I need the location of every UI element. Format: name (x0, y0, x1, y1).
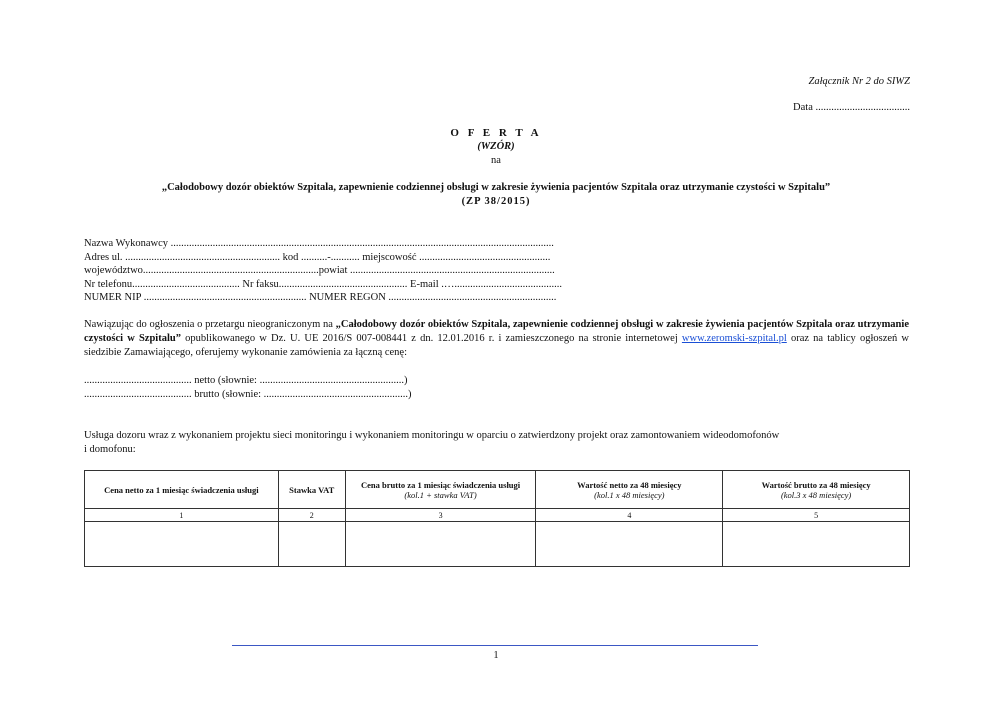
footer-divider (232, 645, 758, 646)
header-title: Stawka VAT (289, 484, 335, 495)
column-number-row (85, 509, 910, 522)
intro-suffix: oraz na tablicy ogłoszeń w siedzibie Zamawiającego, oferujemy wykonanie zamówienia za łączną cenę: (84, 333, 909, 358)
table-header-row (85, 471, 910, 509)
header-note: (kol.1 + stawka VAT) (404, 489, 477, 500)
intro-subject: „Całodobowy dozór obiektów Szpitala, zapewnienie codziennej obsługi w zakresie żywienia pacjentów Szpitala oraz utrzymanie czystości w Szpitalu” (84, 319, 909, 344)
brutto-price-cell[interactable] (345, 522, 536, 567)
website-link[interactable]: www.zeromski-szpital.pl (681, 333, 787, 344)
contact-field: Nr telefonu......................................... Nr faksu................................................. E-mail .…......................................... (84, 278, 563, 290)
table-header-cell (278, 471, 345, 509)
tender-subject: „Całodobowy dozór obiektów Szpitala, zapewnienie codziennej obsługi w zakresie żywienia pacjentów Szpitala oraz utrzymanie czystości w Szpitalu” (161, 182, 831, 193)
service-description (84, 429, 909, 457)
contractor-name-field: Nazwa Wykonawcy .................................................................................................................................................. (84, 238, 554, 249)
header-title: Wartość netto za 48 miesięcy (577, 479, 682, 490)
header-title: Cena netto za 1 miesiąc świadczenia usługi (104, 484, 259, 495)
netto-price-cell[interactable] (85, 522, 279, 567)
address-field: Adres ul. ........................................................... kod ..........-........... miejscowość .................................................. (84, 251, 551, 263)
date-field: Data .................................... (793, 102, 910, 113)
contractor-fields (84, 237, 562, 305)
brutto-total-cell[interactable] (723, 522, 910, 567)
header-title: Cena brutto za 1 miesiąc świadczenia usługi (361, 479, 521, 490)
service-line-2: i domofonu: (84, 444, 136, 455)
table-header-cell (723, 471, 910, 509)
tender-code: (ZP 38/2015) (461, 196, 531, 207)
region-field: województwo...................................................................powiat .............................................................................. (84, 265, 555, 276)
intro-prefix: Nawiązując do ogłoszenia o przetargu nieograniczonym na (84, 319, 336, 330)
header-note: (kol.3 x 48 miesięcy) (780, 489, 852, 500)
intro-paragraph (84, 318, 909, 360)
column-number: 4 (536, 509, 723, 522)
table-header-cell (345, 471, 536, 509)
netto-total-cell[interactable] (536, 522, 723, 567)
page-number: 1 (493, 650, 499, 661)
intro-middle: opublikowanego w Dz. U. UE 2016/S 007-008441 z dn. 12.01.2016 r. i zamieszczonego na stronie internetowej (180, 333, 682, 344)
column-number: 1 (85, 509, 279, 522)
column-number: 3 (345, 509, 536, 522)
column-number: 2 (278, 509, 345, 522)
table-row (85, 522, 910, 567)
brutto-price-field: ......................................... brutto (słownie: .......................................................) (84, 389, 412, 400)
document-title: O F E R T A (450, 127, 542, 139)
price-table (84, 470, 910, 567)
na-label: na (491, 155, 501, 166)
table-header-cell (536, 471, 723, 509)
annex-label: Załącznik Nr 2 do SIWZ (808, 76, 910, 87)
netto-price-field: ......................................... netto (słownie: .......................................................) (84, 375, 408, 386)
header-title: Wartość brutto za 48 miesięcy (761, 479, 871, 490)
service-line-1: Usługa dozoru wraz z wykonaniem projektu sieci monitoringu i wykonaniem monitoringu w oparciu o zatwierdzony projekt oraz zamontowaniem wideodomofonów (84, 430, 780, 441)
vat-rate-cell[interactable] (278, 522, 345, 567)
column-number: 5 (723, 509, 910, 522)
table-header-cell (85, 471, 279, 509)
tax-id-field: NUMER NIP .............................................................. NUMER REGON ................................................................ (84, 292, 557, 303)
header-note: (kol.1 x 48 miesięcy) (594, 489, 665, 500)
document-subtitle: (WZÓR) (477, 141, 515, 152)
price-fields (84, 374, 412, 402)
